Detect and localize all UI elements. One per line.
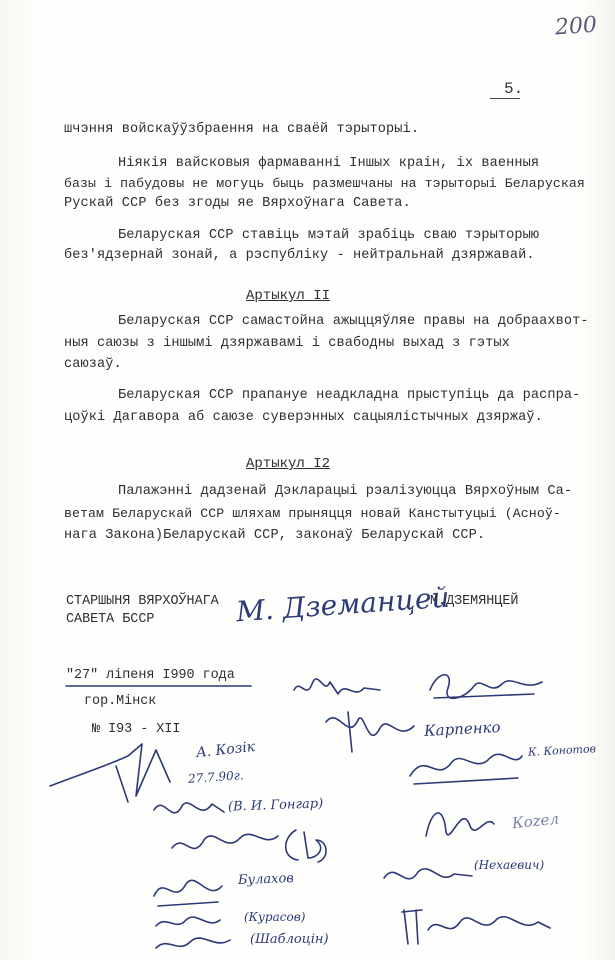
body-line: Рускай ССР без згоды яе Вярхоўнага Савета. [64,196,411,211]
article-heading: Артыкул II [246,288,331,304]
date-underline [66,684,256,688]
signature-bulakhov: Булахов [237,871,295,888]
signature-scribble [398,900,558,950]
body-line: Палажэнні дадзенай Дэкларацыі рэалізуюцца Вярхоўным Са- [118,484,573,499]
handwritten-page-number: 200 [554,12,598,41]
chairman-name: М.ДЗЕМЯНЦЕЙ [430,594,519,609]
body-line: саюзаў. [64,357,122,372]
body-line: Беларуская ССР прапануе неадкладна прыступіць да распра- [118,388,581,403]
signature-scribble [150,906,240,956]
page-number-underline [490,98,520,99]
signature-scribble [420,796,500,846]
body-line: шчэння войскаўўзбраення на сваёй тэрыторыі. [64,122,420,137]
article-heading: Артыкул I2 [246,456,331,472]
document-place: гор.Мінск [84,694,157,709]
signature-kurosov: (Курасов) [244,910,306,924]
signature-scribble [378,856,478,896]
document-date: "27" ліпеня I990 года [66,668,235,683]
body-line: базы і пабудовы не могуць быць размешчаны на тэрыторыі Беларуская [64,176,585,191]
signature-konyotov: К. Конотов [527,742,597,759]
body-line: ветам Беларускай ССР шляхам прыняцця новай Канстытуцыі (Асноў- [64,506,561,521]
body-line: Беларуская ССР самастойна ажыццяўляе правы на добраахвот- [118,314,589,329]
signature-shablotsin: (Шаблоцін) [250,932,329,947]
document-number: № I93 - XII [92,722,181,737]
signature-kozik: А. Козік [195,738,256,762]
signature-karpenko: Карпенко [423,718,501,740]
handwritten-date: 27.7.90г. [187,768,245,786]
signature-scribble [424,664,554,714]
body-line: Ніякія вайсковыя фармаванні Іншых краін, іх ваенныя [118,156,540,171]
body-line: нага Закона)Беларускай ССР, законаў Беларускай ССР. [64,528,486,543]
body-line: цоўкі Дагавора аб саюзе суверэнных сацыялістычных дзяржаў. [64,410,543,425]
signature-gongar: (В. И. Гонгар) [227,796,324,815]
body-line: без'ядзернай зонай, а рэспубліку - нейтральнай дзяржавай. [64,248,535,263]
signature-scribble [168,818,338,868]
signature-scribble [406,740,526,790]
signature-koziel: Коzел [511,809,560,833]
chairman-title: СТАРШЫНЯ ВЯРХОЎНАГА [66,594,219,609]
chairman-signature: М. Дземанцей [235,580,451,629]
chairman-title-2: САВЕТА БССР [66,612,155,627]
page-number: 5. [504,80,524,98]
body-line: ныя саюзы з іншымі дзяржавамі і свабодны выхад з гэтых [64,336,510,351]
signature-nekhaevich: (Нехаевич) [474,858,545,872]
body-line: Беларуская ССР ставіць мэтай зрабіць сваю тэрыторыю [118,228,540,243]
